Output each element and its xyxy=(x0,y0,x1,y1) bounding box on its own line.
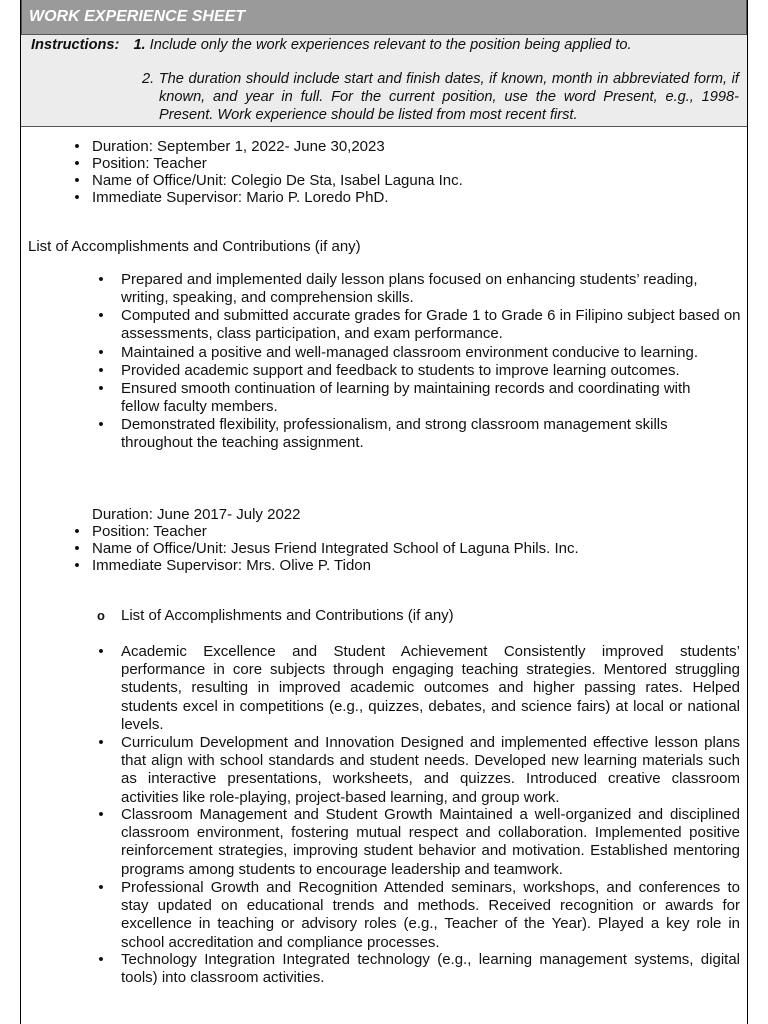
job1-supervisor: Immediate Supervisor: Mario P. Loredo PhD. xyxy=(92,189,389,206)
job1-accomplishment: Maintained a positive and well-managed classroom environment conducive to learning. xyxy=(121,344,698,361)
bullet-icon: • xyxy=(74,540,80,557)
bullet-icon: • xyxy=(74,138,80,155)
work-experience-sheet xyxy=(20,0,748,1024)
job1-accomplishment: Ensured smooth continuation of learning by maintaining records and coordinating with fellow faculty members. xyxy=(121,380,691,416)
job2-office: Name of Office/Unit: Jesus Friend Integrated School of Laguna Phils. Inc. xyxy=(92,540,579,557)
bullet-icon: • xyxy=(98,643,104,660)
bullet-icon: • xyxy=(98,344,104,361)
bullet-icon: • xyxy=(98,307,104,324)
job1-accomplishment: Demonstrated flexibility, professionalism, and strong classroom management skills throughout the teaching assignment. xyxy=(121,416,668,452)
instruction-2 xyxy=(31,70,739,124)
job1-position: Position: Teacher xyxy=(92,155,207,172)
bullet-icon: • xyxy=(98,380,104,397)
job2-duration: Duration: June 2017- July 2022 xyxy=(92,506,301,523)
job2-supervisor: Immediate Supervisor: Mrs. Olive P. Tidon xyxy=(92,557,371,574)
job2-accomplishments-heading: List of Accomplishments and Contributions (if any) xyxy=(121,607,454,624)
instructions-box xyxy=(21,35,747,127)
bullet-icon: • xyxy=(74,189,80,206)
job2-accomplishment: Curriculum Development and Innovation Designed and implemented effective lesson plans that align with school standards and student needs. Developed new learning materials such as interactive presentations, worksheets, and quizzes. Introduced creative classroom activities like role-playing, project-based learning, and group work. xyxy=(121,734,740,806)
sheet-title: WORK EXPERIENCE SHEET xyxy=(21,0,747,35)
bullet-icon: • xyxy=(98,416,104,433)
instruction-2-body: The duration should include start and finish dates, if known, month in abbreviated form, if known, and year in full. For the current position, use the word Present, e.g., 1998-Present. Work experience should be listed from most recent first. xyxy=(158,71,739,123)
instruction-1-number: 1. xyxy=(133,37,146,53)
job1-accomplishment: Computed and submitted accurate grades for Grade 1 to Grade 6 in Filipino subject based on assessments, class participation, and exam performance. xyxy=(121,307,741,343)
bullet-icon: • xyxy=(74,172,80,189)
bullet-icon: • xyxy=(98,806,104,823)
job1-office: Name of Office/Unit: Colegio De Sta, Isabel Laguna Inc. xyxy=(92,172,463,189)
bullet-icon: • xyxy=(98,879,104,896)
job2-accomplishment: Technology Integration Integrated technology (e.g., learning management systems, digital tools) into classroom activities. xyxy=(121,951,740,987)
circle-bullet-icon: o xyxy=(97,608,105,623)
job2-accomplishment: Academic Excellence and Student Achievement Consistently improved students’ performance in core subjects through engaging teaching strategies. Mentored struggling students, resulting in improved academic outcomes and higher passing rates. Helped students excel in competitions (e.g., quizzes, debates, and science fairs) at local or national levels. xyxy=(121,643,740,733)
job1-accomplishment: Provided academic support and feedback to students to improve learning outcomes. xyxy=(121,362,680,379)
bullet-icon: • xyxy=(98,734,104,751)
instruction-2-number: 2. xyxy=(142,71,155,87)
bullet-icon: • xyxy=(74,155,80,172)
job2-accomplishment: Professional Growth and Recognition Attended seminars, workshops, and conferences to stay updated on educational trends and methods. Received recognition or awards for excellence in teaching or advisory roles (e.g., Teacher of the Year). Played a key role in school accreditation and compliance processes. xyxy=(121,879,740,951)
job1-accomplishments-heading: List of Accomplishments and Contributions (if any) xyxy=(28,238,361,255)
instruction-1-text: Include only the work experiences relevant to the position being applied to. xyxy=(149,37,632,53)
bullet-icon: • xyxy=(98,362,104,379)
job1-accomplishment: Prepared and implemented daily lesson plans focused on enhancing students’ reading, writing, speaking, and comprehension skills. xyxy=(121,271,698,307)
instruction-2-text xyxy=(142,70,739,124)
bullet-icon: • xyxy=(98,951,104,968)
instructions-label: Instructions: xyxy=(31,37,120,53)
job1-duration: Duration: September 1, 2022- June 30,2023 xyxy=(92,138,385,155)
job2-accomplishment: Classroom Management and Student Growth Maintained a well-organized and disciplined classroom environment, fostering mutual respect and collaboration. Implemented positive reinforcement strategies, improving student behavior and motivation. Established mentoring programs among students to encourage leadership and teamwork. xyxy=(121,806,740,878)
bullet-icon: • xyxy=(74,523,80,540)
bullet-icon: • xyxy=(98,271,104,288)
job2-position: Position: Teacher xyxy=(92,523,207,540)
instruction-1 xyxy=(31,36,739,54)
bullet-icon: • xyxy=(74,557,80,574)
